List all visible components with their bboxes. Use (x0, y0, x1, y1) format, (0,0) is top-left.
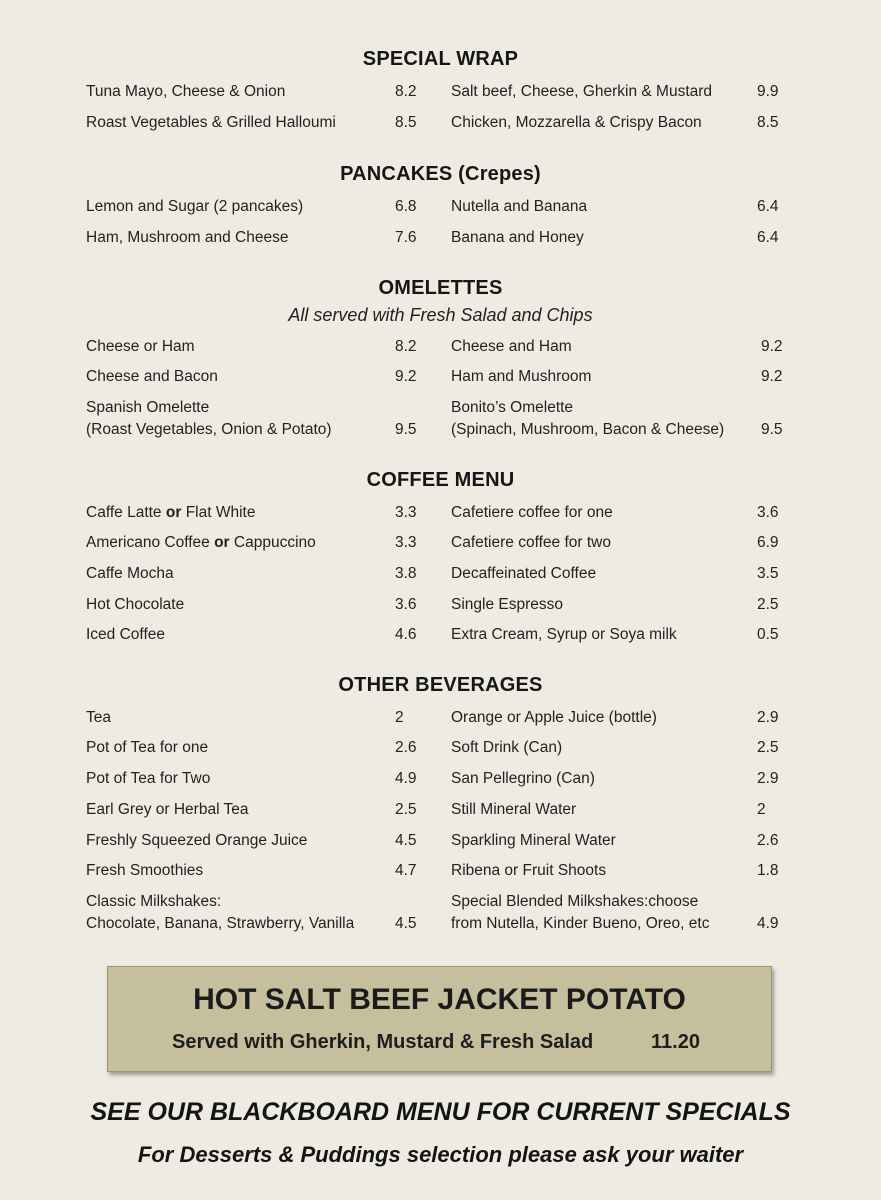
menu-item-price: 9.5 (761, 421, 783, 438)
menu-item-price: 2.5 (757, 596, 779, 613)
menu-item-name: Spanish Omelette (86, 399, 210, 416)
menu-item-name: Caffe Mocha (86, 565, 174, 582)
section-title-special-wrap: SPECIAL WRAP (362, 48, 519, 70)
menu-item-name: Extra Cream, Syrup or Soya milk (451, 626, 677, 643)
menu-item-price: 2.5 (395, 801, 417, 818)
menu-item-name: Cheese or Ham (86, 338, 195, 355)
menu-item-name: Decaffeinated Coffee (451, 565, 597, 582)
menu-item-name: Single Espresso (451, 596, 564, 613)
feature-price: 11.20 (651, 1031, 700, 1053)
menu-item-price: 9.2 (761, 368, 783, 385)
menu-item-price: 4.5 (395, 832, 417, 849)
menu-item-name: Salt beef, Cheese, Gherkin & Mustard (451, 83, 713, 100)
menu-item-price: 2 (757, 801, 766, 818)
menu-item-name (86, 502, 255, 524)
footer-desserts-note: For Desserts & Puddings selection please ask your waiter (137, 1142, 744, 1167)
menu-item-conjunction: or (165, 504, 182, 521)
menu-item-price: 6.8 (395, 198, 417, 215)
section-title-omelettes: OMELETTES (378, 277, 503, 299)
menu-item-price: 0.5 (757, 626, 779, 643)
menu-item-price: 2.5 (757, 739, 779, 756)
menu-item-name: Bonito’s Omelette (451, 399, 574, 416)
menu-item-description: from Nutella, Kinder Bueno, Oreo, etc (451, 915, 710, 932)
menu-item-price: 9.5 (395, 421, 417, 438)
menu-item-price: 8.2 (395, 338, 417, 355)
menu-item-name: Hot Chocolate (86, 596, 185, 613)
menu-item-name-part: Americano Coffee (86, 534, 210, 551)
menu-item-price: 8.2 (395, 83, 417, 100)
menu-item-name: Pot of Tea for Two (86, 770, 211, 787)
menu-item-name: Pot of Tea for one (86, 739, 209, 756)
menu-item-name: Soft Drink (Can) (451, 739, 563, 756)
menu-item-price: 4.7 (395, 862, 417, 879)
menu-item-price: 2.9 (757, 770, 779, 787)
section-title-pancakes: PANCAKES (Crepes) (340, 163, 541, 185)
menu-item-price: 4.5 (395, 915, 417, 932)
menu-item-name-part: Cappuccino (233, 534, 316, 551)
menu-item-name: Orange or Apple Juice (bottle) (451, 709, 657, 726)
menu-item-name: Cheese and Bacon (86, 368, 218, 385)
menu-item-conjunction: or (214, 534, 230, 551)
feature-subtitle: Served with Gherkin, Mustard & Fresh Salad (172, 1031, 594, 1053)
menu-item-price: 3.3 (395, 534, 417, 551)
menu-item-name: Earl Grey or Herbal Tea (86, 801, 249, 818)
menu-item-price: 6.9 (757, 534, 779, 551)
feature-title: HOT SALT BEEF JACKET POTATO (193, 983, 686, 1016)
menu-item-price: 1.8 (757, 862, 779, 879)
menu-item-price: 3.8 (395, 565, 417, 582)
menu-item-price: 7.6 (395, 229, 417, 246)
section-title-coffee: COFFEE MENU (366, 469, 515, 491)
menu-item-name: Roast Vegetables & Grilled Halloumi (86, 114, 336, 131)
menu-item-price: 3.6 (757, 504, 779, 521)
menu-item-price: 3.3 (395, 504, 417, 521)
menu-item-name: Iced Coffee (86, 626, 165, 643)
menu-item-price: 4.6 (395, 626, 417, 643)
footer-specials-note: SEE OUR BLACKBOARD MENU FOR CURRENT SPECIALS (90, 1098, 791, 1126)
menu-item-price: 2.6 (395, 739, 417, 756)
menu-item-price: 8.5 (757, 114, 779, 131)
menu-item-name: Cafetiere coffee for one (451, 504, 613, 521)
menu-item-price: 9.2 (761, 338, 783, 355)
menu-item-name: Nutella and Banana (451, 198, 588, 215)
menu-item-name: Ham, Mushroom and Cheese (86, 229, 289, 246)
menu-item-name: San Pellegrino (Can) (451, 770, 595, 787)
feature-box (107, 966, 772, 1072)
menu-item-price: 2.9 (757, 709, 779, 726)
section-subtitle-omelettes: All served with Fresh Salad and Chips (288, 305, 593, 325)
menu-item-name: Lemon and Sugar (2 pancakes) (86, 198, 304, 215)
menu-item-price: 4.9 (395, 770, 417, 787)
menu-item-description: (Spinach, Mushroom, Bacon & Cheese) (451, 421, 725, 438)
menu-item-price: 3.6 (395, 596, 417, 613)
menu-item-price: 6.4 (757, 198, 779, 215)
menu-item-price: 9.9 (757, 83, 779, 100)
menu-item-name: Still Mineral Water (451, 801, 577, 818)
menu-item-name: Ham and Mushroom (451, 368, 592, 385)
menu-item-name: Freshly Squeezed Orange Juice (86, 832, 308, 849)
menu-item-price: 6.4 (757, 229, 779, 246)
menu-item-price: 2 (395, 709, 404, 726)
menu-item-name: Sparkling Mineral Water (451, 832, 616, 849)
menu-item-name: Tuna Mayo, Cheese & Onion (86, 83, 286, 100)
menu-item-name: Fresh Smoothies (86, 862, 204, 879)
menu-item-price: 4.9 (757, 915, 779, 932)
section-title-beverages: OTHER BEVERAGES (338, 674, 543, 696)
menu-item-name: Banana and Honey (451, 229, 584, 246)
menu-item-name: Special Blended Milkshakes:choose (451, 893, 699, 910)
menu-item-price: 2.6 (757, 832, 779, 849)
menu-item-description: Chocolate, Banana, Strawberry, Vanilla (86, 915, 355, 932)
menu-item-name: Ribena or Fruit Shoots (451, 862, 607, 879)
menu-item-name-part: Caffe Latte (86, 504, 162, 521)
menu-item-name: Cafetiere coffee for two (451, 534, 611, 551)
menu-item-name (86, 532, 316, 554)
menu-item-price: 9.2 (395, 368, 417, 385)
menu-item-name: Tea (86, 709, 111, 726)
menu-item-name: Chicken, Mozzarella & Crispy Bacon (451, 114, 702, 131)
menu-item-price: 8.5 (395, 114, 417, 131)
menu-item-name-part: Flat White (185, 504, 256, 521)
menu-item-price: 3.5 (757, 565, 779, 582)
menu-item-name: Classic Milkshakes: (86, 893, 222, 910)
menu-item-name: Cheese and Ham (451, 338, 572, 355)
menu-item-description: (Roast Vegetables, Onion & Potato) (86, 421, 332, 438)
